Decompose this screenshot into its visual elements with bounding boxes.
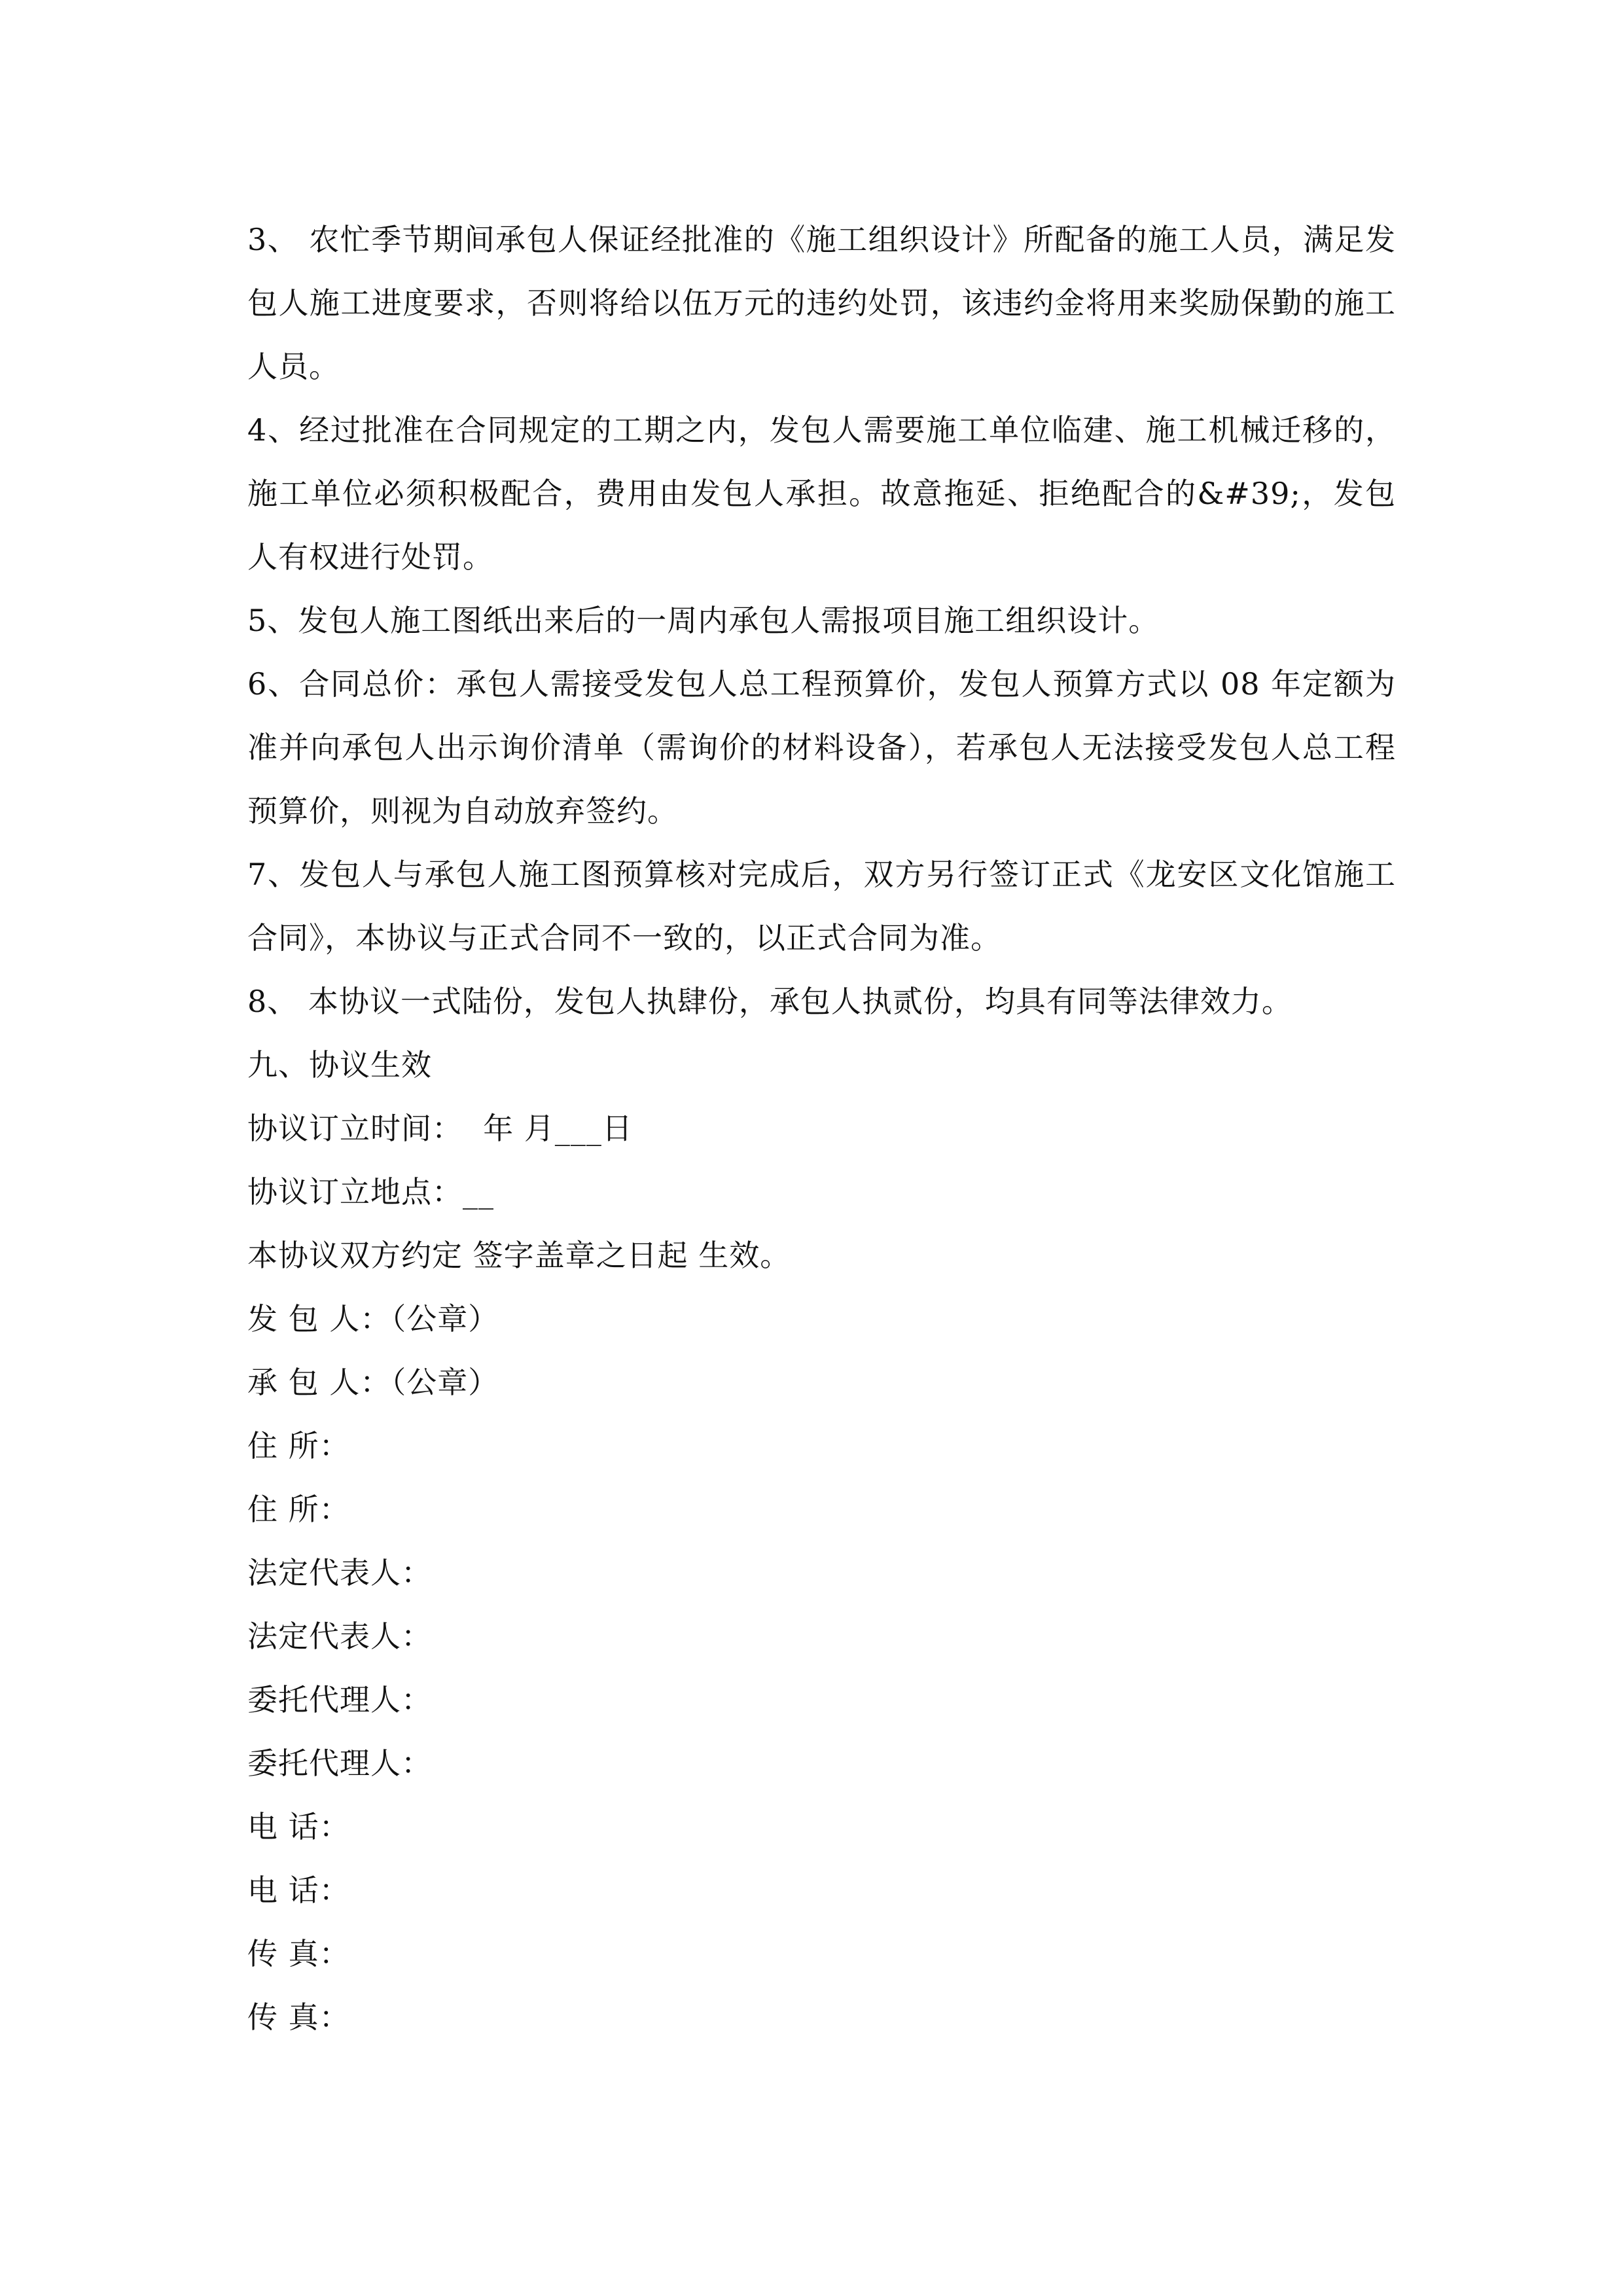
employer-legal-rep-line: 法定代表人： bbox=[247, 1555, 432, 1590]
contractor-fax-line: 传 真： bbox=[247, 2000, 350, 2035]
effective-statement: 本协议双方约定 签字盖章之日起 生效。 bbox=[247, 1238, 791, 1273]
employer-fax-line: 传 真： bbox=[247, 1936, 350, 1971]
employer-agent-line: 委托代理人： bbox=[247, 1682, 432, 1717]
clause-8: 8、 本协议一式陆份，发包人执肆份，承包人执贰份，均具有同等法律效力。 bbox=[247, 984, 1293, 1019]
contractor-legal-rep-line: 法定代表人： bbox=[247, 1619, 432, 1654]
agreement-date-line: 协议订立时间： 年 月___日 bbox=[247, 1111, 633, 1146]
section-heading-agreement-effective: 九、协议生效 bbox=[247, 1047, 432, 1083]
clause-6: 6、合同总价：承包人需接受发包人总工程预算价，发包人预算方式以 08 年定额为准并向承包人出示询价清单（需询价的材料设备），若承包人无法接受发包人总工程预算价，则视为自动放弃签约。 bbox=[247, 666, 1396, 829]
employer-address-line: 住 所： bbox=[247, 1428, 350, 1463]
clause-5: 5、发包人施工图纸出来后的一周内承包人需报项目施工组织设计。 bbox=[247, 603, 1160, 638]
clause-3: 3、 农忙季节期间承包人保证经批准的《施工组织设计》所配备的施工人员，满足发包人施工进度要求，否则将给以伍万元的违约处罚，该违约金将用来奖励保勤的施工人员。 bbox=[247, 222, 1396, 384]
contractor-address-line: 住 所： bbox=[247, 1492, 350, 1527]
employer-seal-line: 发 包 人：（公章） bbox=[247, 1301, 499, 1336]
contractor-agent-line: 委托代理人： bbox=[247, 1746, 432, 1781]
contractor-seal-line: 承 包 人：（公章） bbox=[247, 1365, 499, 1400]
agreement-place-line: 协议订立地点：__ bbox=[247, 1174, 494, 1210]
employer-phone-line: 电 话： bbox=[247, 1809, 350, 1844]
clause-7: 7、发包人与承包人施工图预算核对完成后，双方另行签订正式《龙安区文化馆施工合同》，本协议与正式合同不一致的，以正式合同为准。 bbox=[247, 857, 1396, 956]
document-body bbox=[247, 208, 1396, 2049]
contractor-phone-line: 电 话： bbox=[247, 1873, 350, 1908]
clause-4: 4、经过批准在合同规定的工期之内，发包人需要施工单位临建、施工机械迁移的，施工单位必须积极配合，费用由发包人承担。故意拖延、拒绝配合的&#39;，发包人有权进行处罚。 bbox=[247, 412, 1396, 575]
